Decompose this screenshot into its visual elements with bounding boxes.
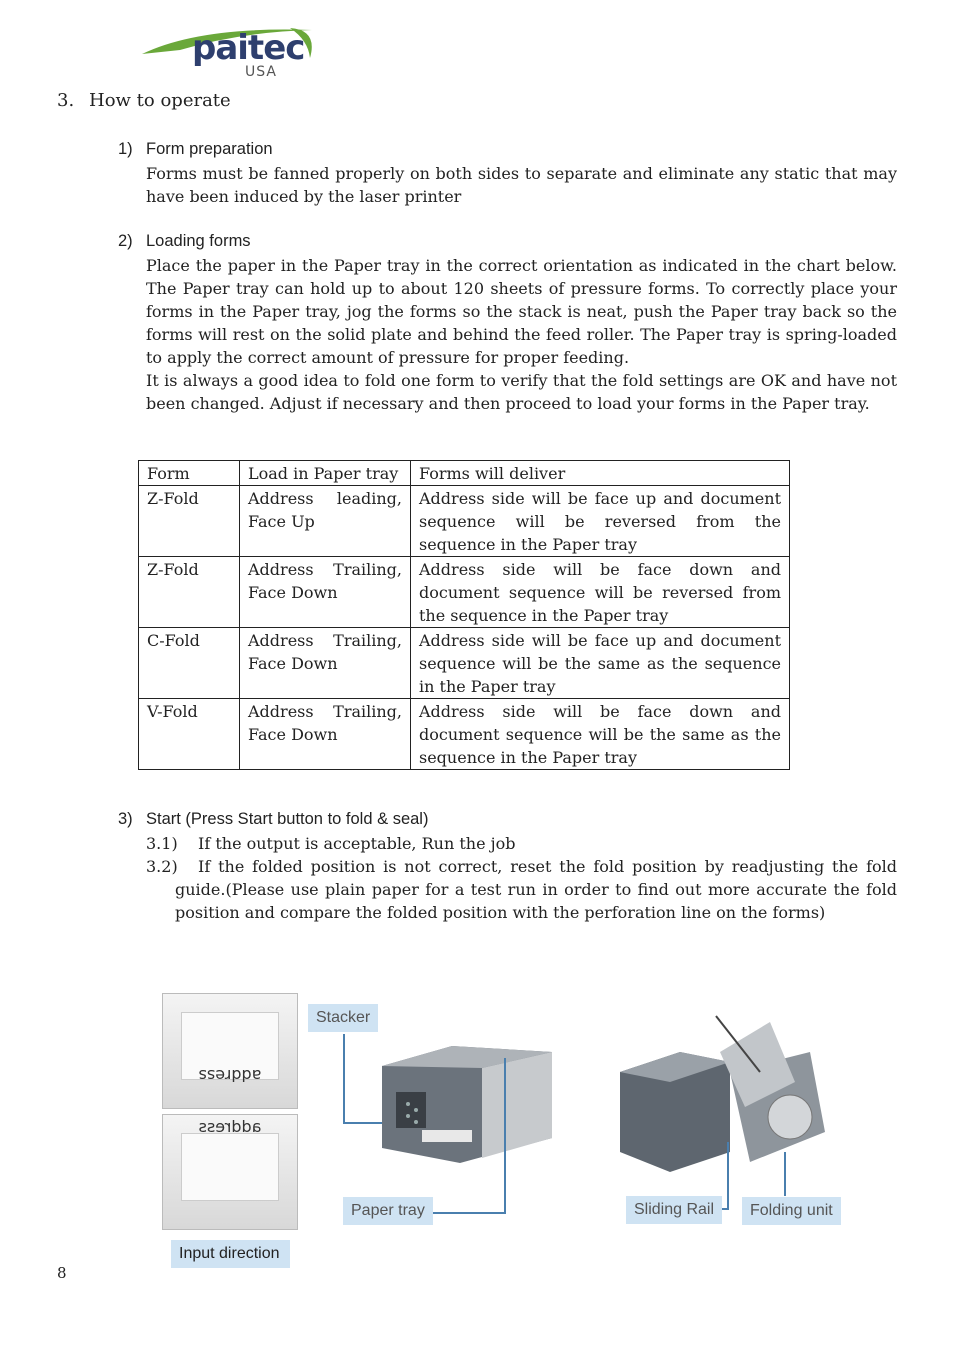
input-photo-top [162,993,298,1109]
step-label: 3.2) [146,857,178,876]
logo-word: paitec [192,28,305,68]
input-direction-label: Input direction [171,1240,290,1268]
folder-machine-open-icon [620,1012,832,1172]
loading-forms-paragraph: Place the paper in the Paper tray in the correct orientation as indicated in the chart below. The Paper tray can hold up to about 120 sheets of pressure forms. To correctly place your forms in the Paper tray, jog the forms so the stack is neat, push the Paper tray back so the forms will rest on the solid plate and behind the feed roller. The Paper tray is spring-loaded to apply the correct amount of pressure for proper feeding. [146,256,897,367]
table-cell: Address side will be face up and document sequence will be the same as the sequence in the Paper tray [411,628,790,699]
subsection-heading-loading-forms: 2) Loading forms [118,232,251,250]
step-text: If the folded position is not correct, reset the fold position by readjusting the fold [198,857,897,876]
photo-address-text: address [198,1117,262,1136]
loading-forms-paragraph: It is always a good idea to fold one form to verify that the fold settings are OK and have not been changed. Adjust if necessary and then proceed to load your forms in the Paper tray. [146,371,897,413]
table-cell: Z-Fold [139,486,240,557]
table-row [139,628,790,699]
table-header: Form [139,461,240,486]
table-cell: C-Fold [139,628,240,699]
section-number: 3. [57,90,75,111]
start-steps [146,832,897,924]
section-heading [57,90,231,111]
table-cell: Address Trailing, Face Down [240,628,411,699]
paper-tray-label: Paper tray [343,1197,433,1225]
table-header-row [139,461,790,486]
fold-orientation-table [138,460,790,770]
table-cell: Address side will be face up and document sequence will be reversed from the sequence in the Paper tray [411,486,790,557]
stacker-label: Stacker [308,1004,378,1032]
photo-address-text: address [198,1066,262,1085]
sliding-rail-label: Sliding Rail [626,1196,722,1224]
table-cell: Address leading, Face Up [240,486,411,557]
form-preparation-text: Forms must be fanned properly on both sides to separate and eliminate any static that may have been induced by the laser printer [146,164,897,206]
table-cell: Z-Fold [139,557,240,628]
step-label: 3.1) [146,834,178,853]
table-cell: Address side will be face down and document sequence will be reversed from the sequence in the Paper tray [411,557,790,628]
subsection-heading-start: 3) Start (Press Start button to fold & seal) [118,810,429,828]
subsection-heading-form-preparation: 1) Form preparation [118,140,273,158]
table-row [139,557,790,628]
folding-unit-label: Folding unit [742,1197,841,1225]
table-header: Load in Paper tray [240,461,411,486]
step-item [146,832,897,855]
table-cell: Address Trailing, Face Down [240,699,411,770]
table-cell: Address Trailing, Face Down [240,557,411,628]
table-cell: V-Fold [139,699,240,770]
paitec-logo [140,20,315,82]
input-photo-bottom [162,1114,298,1230]
section-title: How to operate [89,90,231,111]
page-number: 8 [57,1264,67,1282]
logo-usa: USA [245,64,277,80]
step-text: If the output is acceptable, Run the job [198,834,516,853]
table-header: Forms will deliver [411,461,790,486]
loading-forms-text [146,254,897,415]
step-text-continuation: guide.(Please use plain paper for a test run in order to find out more accurate the fold position and compare the folded position with the perforation line on the forms) [175,880,897,922]
step-item [146,855,897,878]
table-row [139,486,790,557]
table-cell: Address side will be face down and document sequence will be the same as the sequence in the Paper tray [411,699,790,770]
folder-machine-front-icon [382,1038,557,1168]
table-row [139,699,790,770]
